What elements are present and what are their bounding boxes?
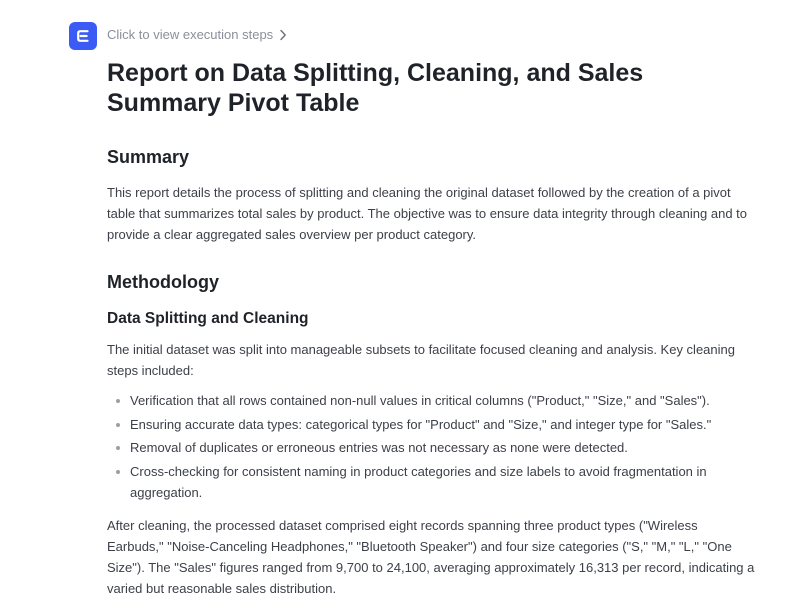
view-execution-steps-link[interactable] [107,27,287,42]
bullet-icon [116,446,120,450]
methodology-heading: Methodology [107,272,219,292]
list-item-text: Verification that all rows contained non-null values in critical columns ("Product," "Size," and "Sales"). [130,393,710,408]
chevron-right-icon [279,29,287,41]
list-item-text: Removal of duplicates or erroneous entries was not necessary as none were detected. [130,440,628,455]
list-item [107,461,757,503]
cleaning-steps-list [107,390,757,503]
list-item-text: Cross-checking for consistent naming in product categories and size labels to avoid fragmentation in aggregation. [130,463,707,500]
report-content [107,58,757,599]
list-item [107,414,757,435]
data-splitting-intro: The initial dataset was split into manageable subsets to facilitate focused cleaning and analysis. Key cleaning steps included: [107,342,735,378]
view-execution-steps-label: Click to view execution steps [107,27,274,42]
list-item-text: Ensuring accurate data types: categorical types for "Product" and "Size," and integer type for "Sales." [130,416,712,432]
after-cleaning-paragraph: After cleaning, the processed dataset comprised eight records spanning three product types ("Wireless Earbuds," "Noise-Canceling Headphones," "Bluetooth Speaker") and four size categories ("S," "M," "L," "One Size"). The "Sales" figures ranged from 9,700 to 24,100, averaging approximately 16,313 per record, indicating a varied but reasonable sales distribution. [107,517,755,596]
summary-paragraph: This report details the process of splitting and cleaning the original dataset followed by the creation of a pivot table that summarizes total sales by product. The objective was to ensure data integrity through cleaning and to provide a clear aggregated sales overview per product category. [107,185,748,242]
data-splitting-heading: Data Splitting and Cleaning [107,310,309,327]
e-logo-glyph-icon [75,28,91,44]
report-title: Report on Data Splitting, Cleaning, and Sales Summary Pivot Table [107,59,644,117]
bullet-icon [116,470,120,474]
summary-heading: Summary [107,147,190,167]
list-item [107,390,757,411]
bullet-icon [116,423,120,427]
list-item [107,437,757,458]
e-logo-icon [69,22,97,50]
bullet-icon [116,399,120,403]
